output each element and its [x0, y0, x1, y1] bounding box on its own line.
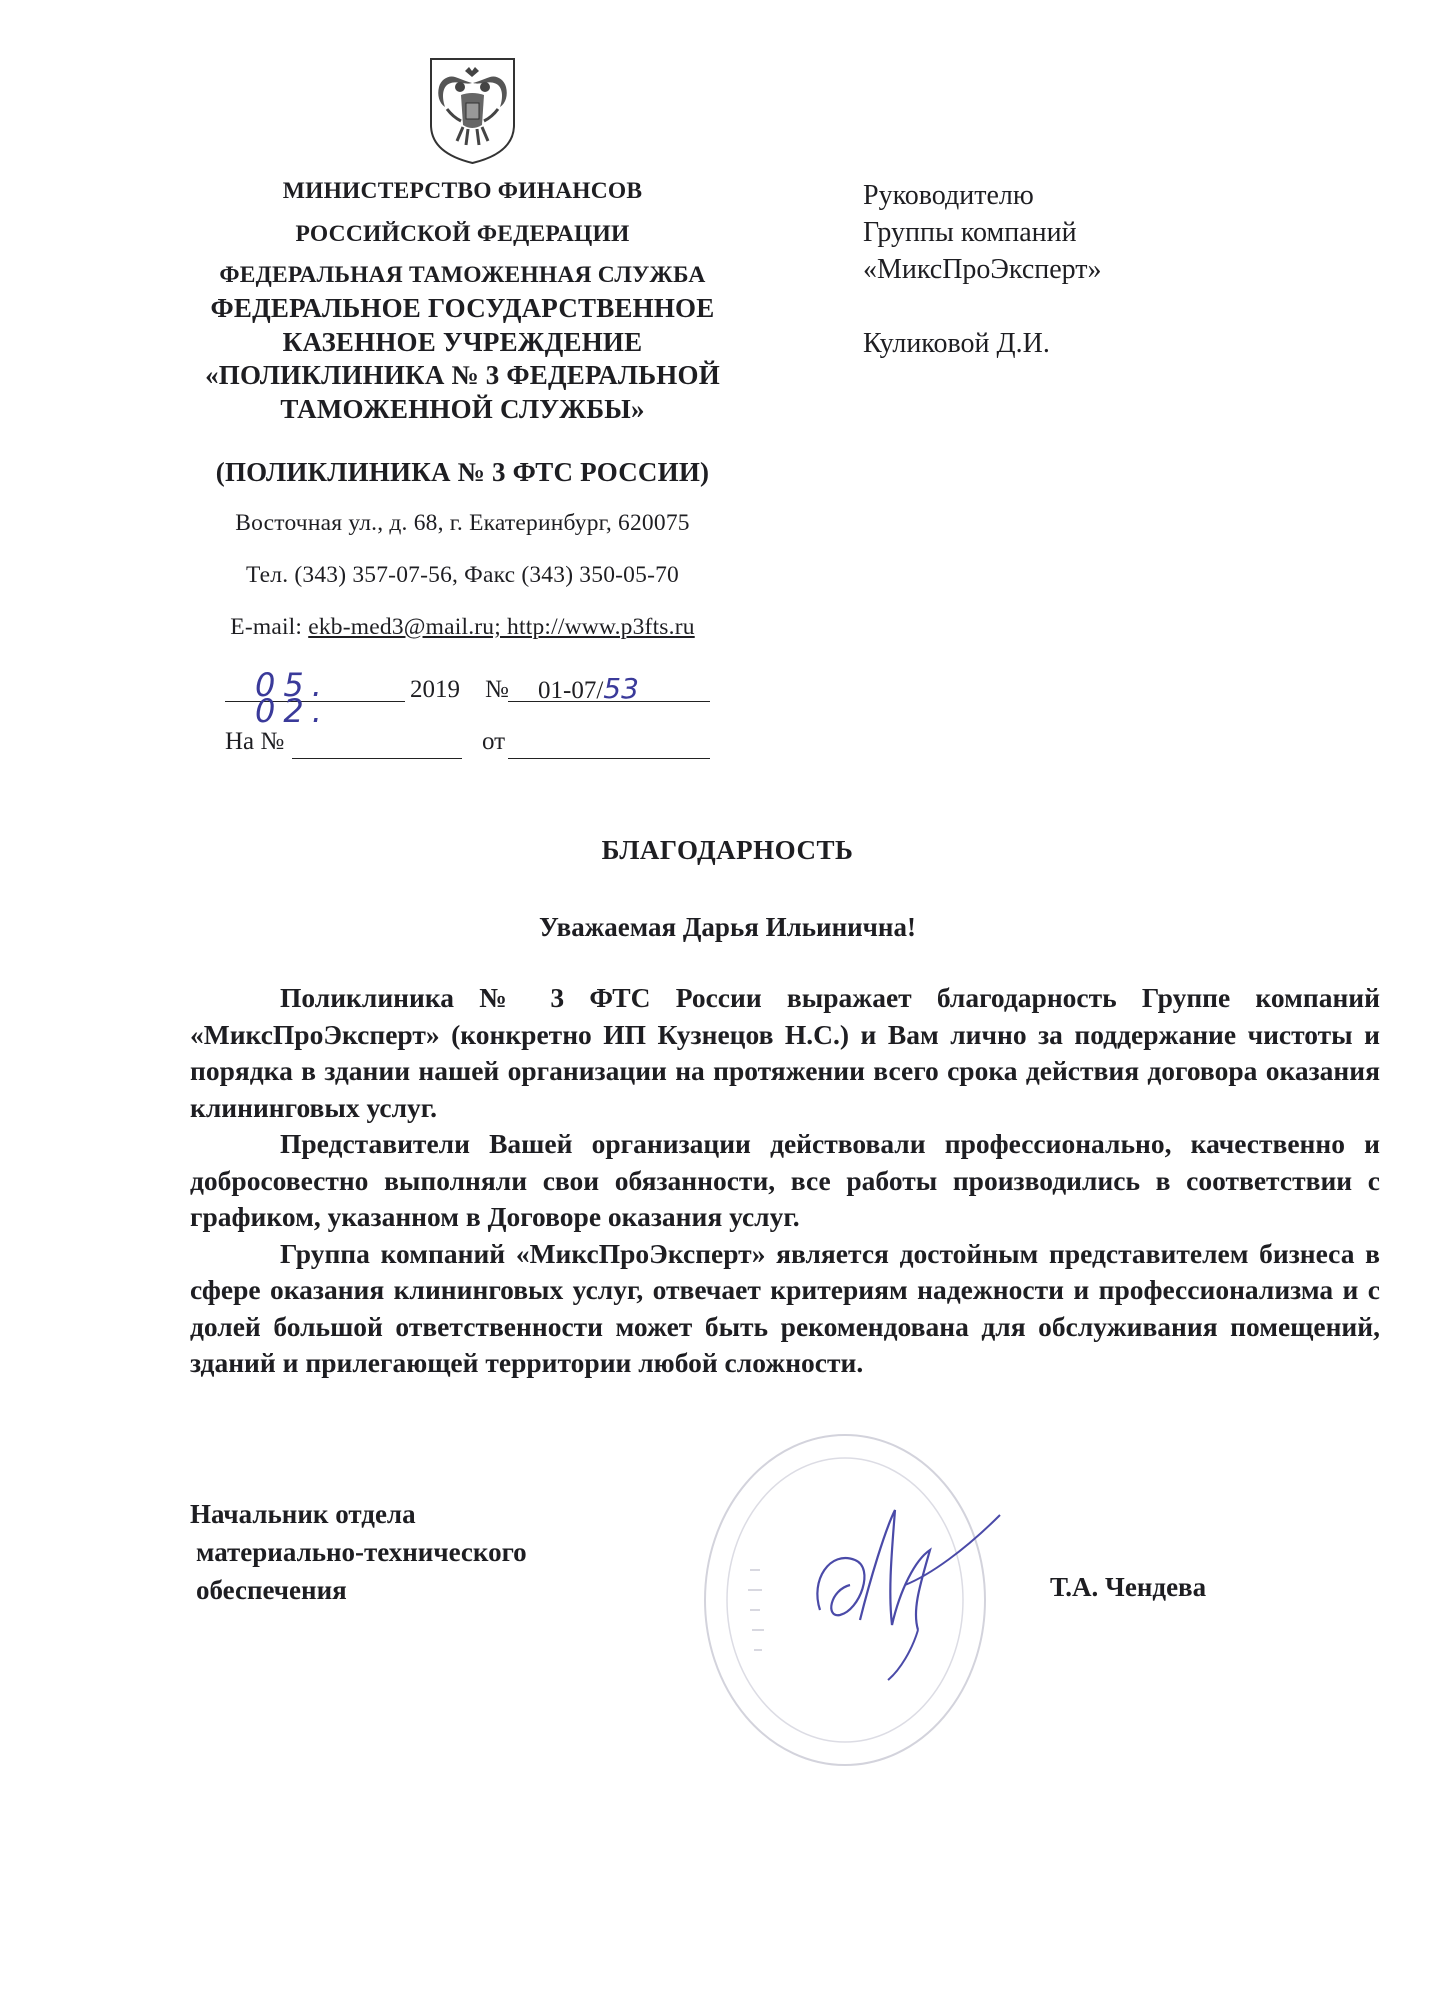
addressee-name: Куликовой Д.И. [863, 328, 1050, 359]
phone-fax: Тел. (343) 357-07-56, Факс (343) 350-05-70 [245, 562, 679, 588]
reference-number-label: На № [225, 728, 285, 755]
service-name: ФЕДЕРАЛЬНАЯ ТАМОЖЕННАЯ СЛУЖБА [219, 262, 706, 288]
reference-date-blank [508, 730, 710, 759]
email-link[interactable]: ekb-med3@mail.ru; http://www.p3fts.ru [308, 614, 695, 640]
ministry-country: РОССИЙСКОЙ ФЕДЕРАЦИИ [295, 221, 630, 247]
reference-number-blank [292, 730, 462, 759]
institution-line: ФЕДЕРАЛЬНОЕ ГОСУДАРСТВЕННОЕ [210, 293, 715, 323]
paragraph: Группа компаний «МиксПроЭксперт» является достойным представителем бизнеса в сфере оказания клининговых услуг, отвечает критериям надежности и профессионализма и с долей большой ответственности может быть рекомендована для обслуживания помещений, зданий и прилегающей территории любой сложности. [190, 1237, 1380, 1378]
addressee-line: «МиксПроЭксперт» [863, 254, 1102, 285]
registration-date-handwritten: 05. 02. [225, 672, 405, 702]
letter-body [190, 980, 1380, 1382]
handwritten-signature [800, 1490, 1020, 1690]
coat-of-arms-icon [425, 55, 520, 167]
address: Восточная ул., д. 68, г. Екатеринбург, 620075 [235, 510, 690, 536]
institution-line: КАЗЕННОЕ УЧРЕЖДЕНИЕ [282, 326, 643, 357]
addressee-line: Руководителю [863, 180, 1034, 211]
institution-name [190, 292, 735, 426]
institution-short-name: (ПОЛИКЛИНИКА № 3 ФТС РОССИИ) [215, 457, 710, 487]
document-title: БЛАГОДАРНОСТЬ [601, 835, 854, 865]
addressee-block [863, 177, 1102, 362]
greeting: Уважаемая Дарья Ильинична! [539, 912, 916, 942]
signer-position [190, 1495, 527, 1609]
email-line [190, 601, 735, 653]
paragraph: Поликлиника № 3 ФТС России выражает благодарность Группе компаний «МиксПроЭксперт» (конкретно ИП Кузнецов Н.С.) и Вам лично за поддержание чистоты и порядка в здании нашей организации на протяжении всего срока действия договора оказания клининговых услуг. [190, 982, 1380, 1123]
registration-number-handwritten: 53 [603, 672, 639, 705]
registration-year: 2019 [410, 676, 460, 703]
letterhead [190, 175, 735, 653]
institution-line: «ПОЛИКЛИНИКА № 3 ФЕДЕРАЛЬНОЙ [205, 360, 720, 390]
signer-position-line: материально-технического [196, 1537, 527, 1567]
registration-number [508, 672, 710, 705]
signer-position-line: обеспечения [196, 1575, 347, 1605]
registration-number-printed: 01-07/ [538, 677, 604, 704]
signer-name: Т.А. Чендева [1050, 1572, 1207, 1602]
email-label: E-mail: [230, 614, 309, 640]
institution-line: ТАМОЖЕННОЙ СЛУЖБЫ» [280, 393, 645, 424]
registration-number-label: № [485, 676, 509, 703]
ministry-name: МИНИСТЕРСТВО ФИНАНСОВ [282, 178, 643, 204]
contact-block [190, 497, 735, 653]
signer-position-line: Начальник отдела [190, 1499, 416, 1529]
reference-date-label: от [482, 728, 506, 755]
addressee-line: Группы компаний [863, 217, 1077, 248]
paragraph: Представители Вашей организации действовали профессионально, качественно и добросовестно выполняли свои обязанности, все работы производились в соответствии с графиком, указанном в Договоре оказания услуг. [190, 1128, 1380, 1232]
